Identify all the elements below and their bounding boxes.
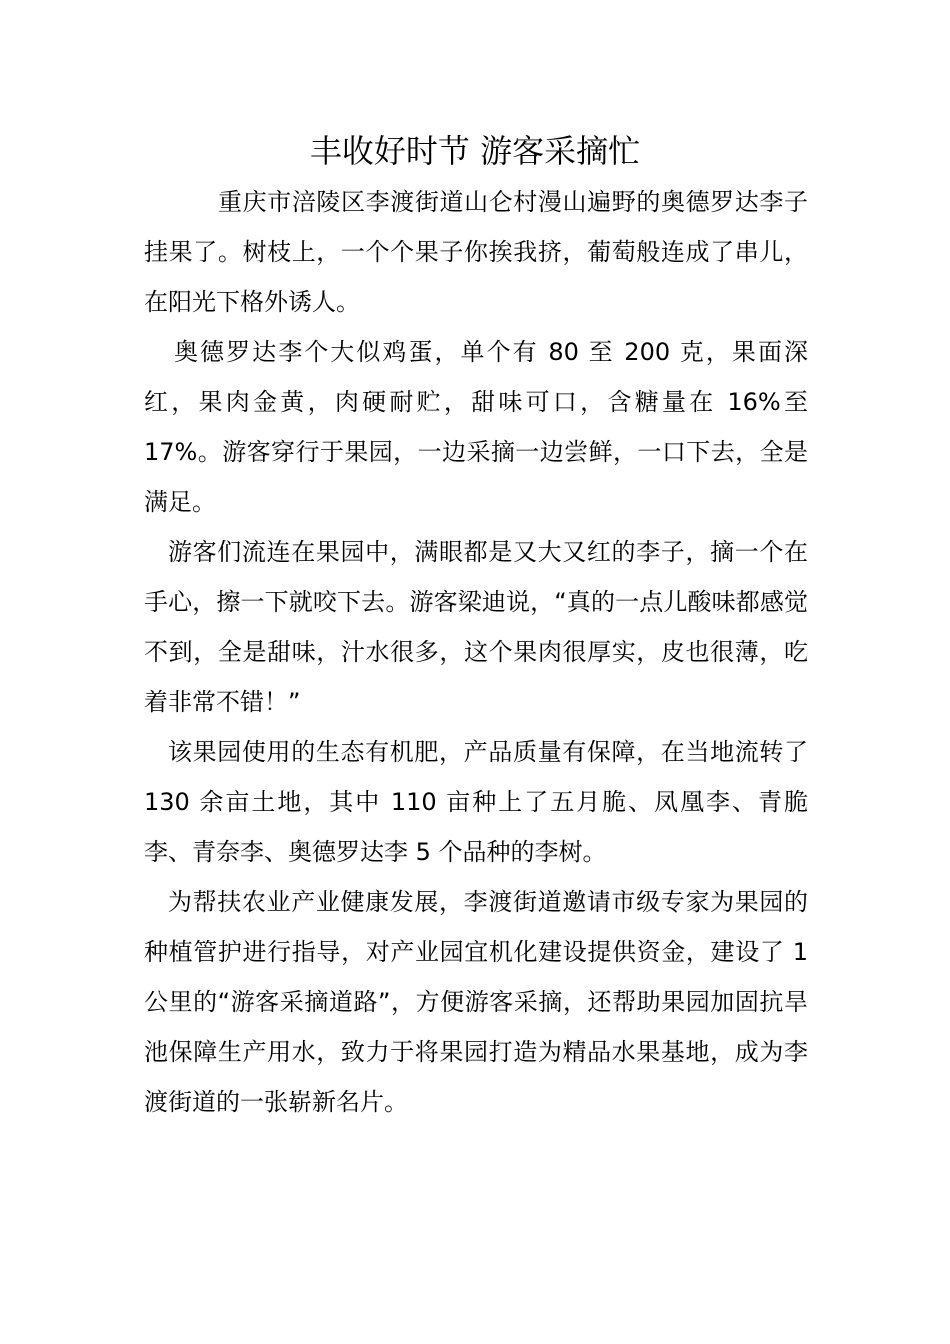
paragraph-3: 游客们流连在果园中，满眼都是又大又红的李子，摘一个在手心，擦一下就咬下去。游客梁迪说，“真的一点儿酸味都感觉不到，全是甜味，汁水很多，这个果肉很厚实，皮也很薄，吃着非常不错！”: [144, 538, 808, 716]
paragraph-1: 重庆市涪陵区李渡街道山仑村漫山遍野的奥德罗达李子挂果了。树枝上，一个个果子你挨我挤，葡萄般连成了串儿，在阳光下格外诱人。: [144, 188, 808, 316]
paragraph-5: 为帮扶农业产业健康发展，李渡街道邀请市级专家为果园的种植管护进行指导，对产业园宜机化建设提供资金，建设了 1 公里的“游客采摘道路”，方便游客采摘，还帮助果园加固抗旱池保障生产用水，致力于将果园打造为精品水果基地，成为李渡街道的一张崭新名片。: [144, 888, 808, 1116]
document-body: [144, 177, 808, 1127]
paragraph-2: 奥德罗达李个大似鸡蛋，单个有 80 至 200 克，果面深红，果肉金黄，肉硬耐贮，甜味可口，含糖量在 16%至17%。游客穿行于果园，一边采摘一边尝鲜，一口下去，全是满足。: [144, 338, 808, 516]
document-title: 丰收好时节 游客采摘忙: [309, 132, 641, 170]
paragraph-4: 该果园使用的生态有机肥，产品质量有保障，在当地流转了 130 余亩土地，其中 110 亩种上了五月脆、凤凰李、青脆李、青奈李、奥德罗达李 5 个品种的李树。: [144, 738, 808, 866]
